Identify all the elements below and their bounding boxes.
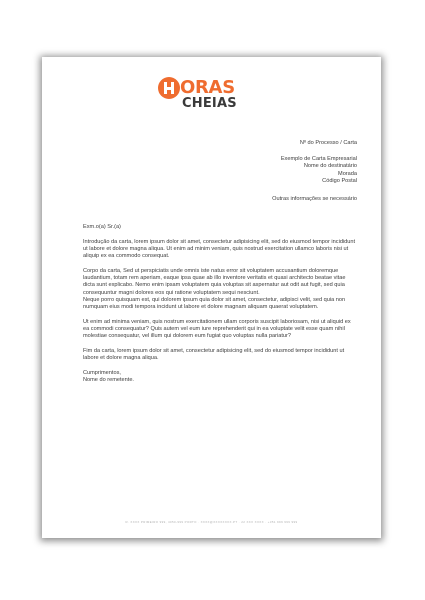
company-logo bbox=[158, 77, 268, 111]
closing-paragraph: Fim da carta, lorem ipsum dolor sit amet, consectetur adipisicing elit, sed do eiusmod tempor incididunt ut labore et dolore magna aliqua. bbox=[83, 348, 345, 362]
closing: Cumprimentos, bbox=[83, 369, 121, 376]
letter-body bbox=[83, 224, 358, 392]
logo-h-icon bbox=[158, 77, 180, 99]
other-info-block bbox=[272, 196, 357, 203]
recipient-company: Exemplo de Carta Empresarial bbox=[280, 156, 357, 162]
third-paragraph: Ut enim ad minima veniam, quis nostrum exercitationem ullam corporis suscipit laboriosam, nisi ut aliquid ex ea commodi consequatur? Quis autem vel eum iure reprehenderit qui in ea voluptate velit esse quam nihil molestiae consequatur, vel illum qui dolorem eum fugiat quo voluptas nulla pariatur? bbox=[83, 318, 351, 340]
recipient-postal-code: Código Postal bbox=[322, 178, 357, 185]
reference-block bbox=[300, 140, 357, 147]
recipient-address: Morada bbox=[338, 170, 357, 177]
other-info: Outras informações se necessário bbox=[272, 196, 357, 202]
salutation: Exm.o(a) Sr.(a) bbox=[83, 224, 121, 230]
body-paragraph: Corpo da carta, Sed ut perspiciatis unde omnis iste natus error sit voluptatem accusantium doloremque laudantium, totam rem aperiam, eaque ipsa quae ab illo inventore veritatis et quasi architecto beatae vitae dicta sunt explicabo. Nemo enim ipsam voluptatem quia voluptas sit aspernatur aut odit aut fugit, sed quia consequuntur magni dolores eos qui ratione voluptatem sequi nesciunt. bbox=[83, 267, 346, 296]
letter-footer: R. XXXX PRIMEIRO 999, 4050-999 PORTO · XXXX@XXXXXXXX.PT · 22 XXX XXXX · +351 999 999 999 bbox=[125, 520, 298, 524]
intro-paragraph: Introdução da carta, lorem ipsum dolor sit amet, consectetur adipisicing elit, sed do eiusmod tempor incididunt ut labore et dolore magna aliqua. Ut enim ad minim veniam, quis nostrud exercitation ullamco laboris nisi ut aliquip ex ea commodo consequat. bbox=[83, 238, 356, 260]
logo-top-word: ORAS bbox=[180, 77, 235, 98]
body-paragraph-continued: Neque porro quisquam est, qui dolorem ipsum quia dolor sit amet, consectetur, adipisci velit, sed quia non numquam eius modi tempora incidunt ut labore et dolore magnam aliquam quaerat voluptatem. bbox=[83, 296, 346, 311]
sender-name: Nome do remetente. bbox=[83, 377, 134, 384]
process-number: Nº do Processo / Carta bbox=[299, 140, 357, 146]
recipient-block bbox=[281, 156, 357, 186]
letter-page bbox=[42, 57, 381, 538]
recipient-name: Nome do destinatário bbox=[303, 163, 357, 170]
logo-bottom-word: CHEIAS bbox=[182, 96, 237, 111]
